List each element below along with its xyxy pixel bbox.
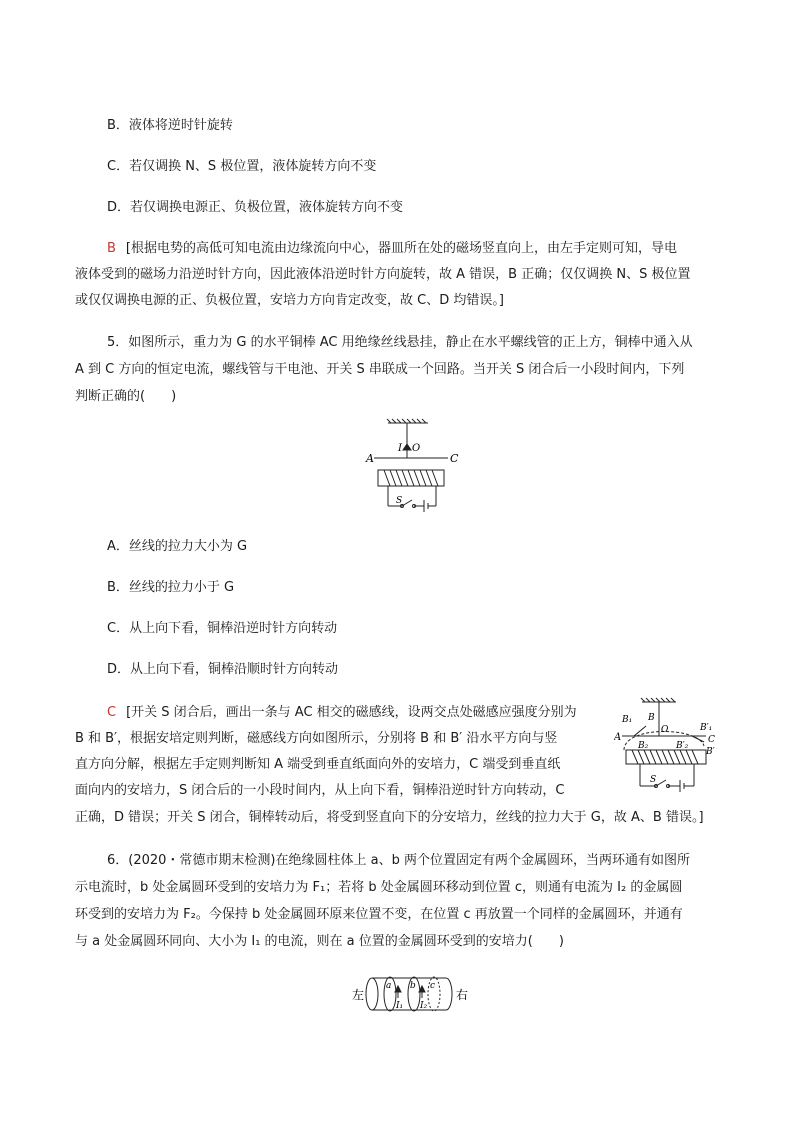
label-a: a: [386, 981, 392, 991]
q5-stem-line-2: A 到 C 方向的恒定电流，螺线管与干电池、开关 S 串联成一个回路。当开关 S 闭合后一小段时间内，下列: [75, 362, 685, 377]
label-b2-prime: B′₂: [676, 741, 689, 751]
q5-option-a: A．丝线的拉力大小为 G: [107, 539, 248, 554]
label-switch-s: S: [650, 775, 657, 785]
label-b: B: [648, 713, 655, 723]
label-switch-s: S: [396, 496, 403, 506]
q5-answer-letter: C: [107, 705, 117, 720]
label-a: A: [366, 452, 374, 465]
q4-explanation-line-3: 或仅仅调换电源的正、负极位置，安培力方向肯定改变，故 C、D 均错误。]: [75, 293, 504, 308]
label-b-prime: B′: [706, 747, 715, 757]
label-b1-prime: B′₁: [700, 723, 713, 733]
q5-option-d: D．从上向下看，铜棒沿顺时针方向转动: [107, 662, 339, 677]
q4-answer-letter: B: [107, 241, 116, 256]
label-c: C: [708, 735, 715, 745]
q5-explanation-line-1: C [开关 S 闭合后，画出一条与 AC 相交的磁感线，设两交点处磁感应强度分别为: [107, 705, 577, 720]
q6-stem-line-1: 6．(2020・常德市期末检测)在绝缘圆柱体上 a、b 两个位置固定有两个金属圆环，当两环通有如图所: [107, 853, 690, 868]
q6-stem-line-3: 环受到的安培力为 F₂。今保持 b 处金属圆环原来位置不变，在位置 c 再放置一个同样的金属圆环，并通有: [75, 907, 683, 922]
q5-figure-solenoid-copper-rod: [360, 418, 470, 518]
q6-figure-cylinder-rings: [340, 970, 480, 1020]
q5-explanation-line-4: 面向内的安培力，S 闭合后的一小段时间内，从上向下看，铜棒沿逆时针方向转动，C: [75, 783, 565, 798]
q5-option-b: B．丝线的拉力小于 G: [107, 580, 235, 595]
label-left: 左: [352, 988, 365, 1002]
label-o: O: [412, 443, 421, 454]
q5-explanation-figure-field-lines: [614, 696, 724, 796]
q4-option-b: B．液体将逆时针旋转: [107, 118, 233, 133]
label-a: A: [614, 732, 622, 743]
q5-stem-line-1: 5．如图所示，重力为 G 的水平铜棒 AC 用绝缘丝线悬挂，静止在水平螺线管的正上方，铜棒中通入从: [107, 335, 693, 350]
q4-explanation-line-1: B [根据电势的高低可知电流由边缘流向中心，器皿所在处的磁场竖直向上，由左手定则可知，导电: [107, 241, 677, 256]
label-b1: B₁: [622, 715, 633, 725]
label-right: 右: [456, 988, 469, 1002]
label-c: c: [430, 981, 436, 991]
q6-stem-line-4: 与 a 处金属圆环同向、大小为 I₁ 的电流，则在 a 位置的金属圆环受到的安培力( ): [75, 934, 564, 949]
q5-explanation-line-5: 正确，D 错误；开关 S 闭合，铜棒转动后，将受到竖直向下的分安培力，丝线的拉力大于 G，故 A、B 错误。]: [75, 810, 704, 825]
label-o: O: [661, 725, 669, 735]
label-current-i: I: [398, 443, 402, 454]
q4-option-d: D．若仅调换电源正、负极位置，液体旋转方向不变: [107, 200, 404, 215]
q6-stem-line-2: 示电流时，b 处金属圆环受到的安培力为 F₁；若将 b 处金属圆环移动到位置 c，则通有电流为 I₂ 的金属圆: [75, 880, 683, 895]
label-c: C: [450, 452, 459, 465]
q4-explanation-line-2: 液体受到的磁场力沿逆时针方向，因此液体沿逆时针方向旋转，故 A 错误，B 正确；仅仅调换 N、S 极位置: [75, 267, 691, 282]
q4-option-c: C．若仅调换 N、S 极位置，液体旋转方向不变: [107, 159, 377, 174]
q5-option-c: C．从上向下看，铜棒沿逆时针方向转动: [107, 621, 338, 636]
label-b: b: [410, 981, 416, 991]
q5-explanation-line-2: B 和 B′，根据安培定则判断，磁感线方向如图所示，分别将 B 和 B′ 沿水平方向与竖: [75, 731, 558, 746]
label-i2: I₂: [420, 1001, 428, 1011]
q5-stem-line-3: 判断正确的( ): [75, 389, 177, 404]
label-b2: B₂: [638, 741, 649, 751]
label-i1: I₁: [396, 1001, 404, 1011]
q5-explanation-line-3: 直方向分解，根据左手定则判断知 A 端受到垂直纸面向外的安培力，C 端受到垂直纸: [75, 757, 561, 772]
